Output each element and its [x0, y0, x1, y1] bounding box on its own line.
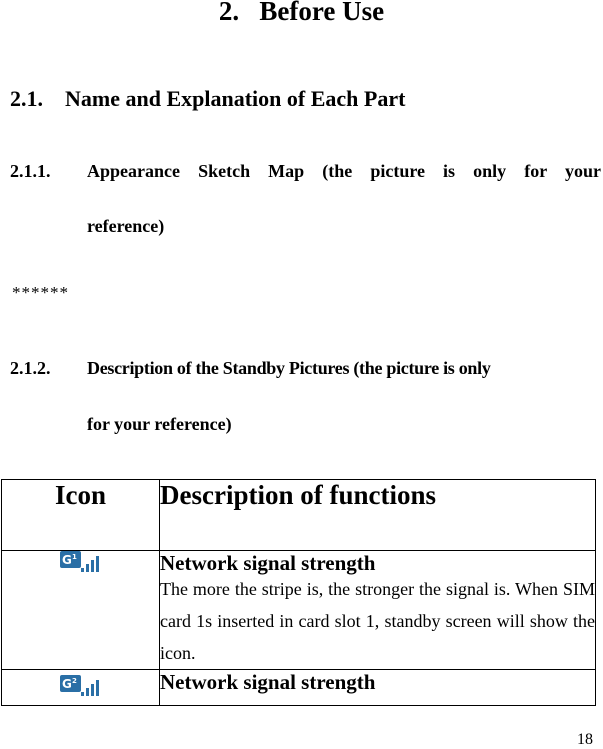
placeholder-stars: ******: [12, 283, 69, 302]
svg-text:2: 2: [71, 677, 77, 685]
table-header-row: [2, 480, 596, 551]
table-row: [2, 670, 596, 706]
svg-text:1: 1: [71, 553, 77, 561]
description-cell: [160, 670, 596, 706]
row-description: The more the stripe is, the stronger the signal is. When SIM card 1s inserted in card slot 1, standby screen will show the icon.: [160, 579, 595, 663]
subsection-2-title-line2: for your reference): [87, 414, 232, 434]
description-column-header: Description of functions: [160, 480, 596, 551]
icon-cell: [2, 670, 160, 706]
subsection-2-title-line1: Description of the Standby Pictures (the picture is only: [87, 358, 491, 378]
sim2-signal-icon: [60, 675, 102, 697]
subsection-2-number: 2.1.2.: [10, 358, 51, 378]
table-row: [2, 551, 596, 670]
subsection-1-title-line1: Appearance Sketch Map (the picture is only for your: [87, 161, 601, 181]
icon-description-table: [1, 479, 596, 706]
chapter-title: Before Use: [259, 0, 385, 26]
svg-text:G: G: [61, 677, 72, 691]
svg-text:G: G: [61, 553, 72, 567]
icon-cell: [2, 551, 160, 670]
section-heading: [10, 86, 405, 112]
page-number: 18: [577, 731, 593, 748]
description-cell: [160, 551, 596, 670]
section-number: 2.1.: [10, 86, 43, 111]
subsection-1-title-line2: reference): [87, 216, 165, 236]
sim1-signal-icon: [60, 551, 102, 573]
chapter-heading: [0, 0, 603, 27]
row-title: Network signal strength: [160, 670, 376, 694]
section-title: Name and Explanation of Each Part: [65, 86, 406, 111]
chapter-number: 2.: [218, 0, 240, 26]
icon-column-header: Icon: [2, 480, 160, 551]
subsection-1-number: 2.1.1.: [10, 161, 51, 181]
row-title: Network signal strength: [160, 551, 376, 575]
